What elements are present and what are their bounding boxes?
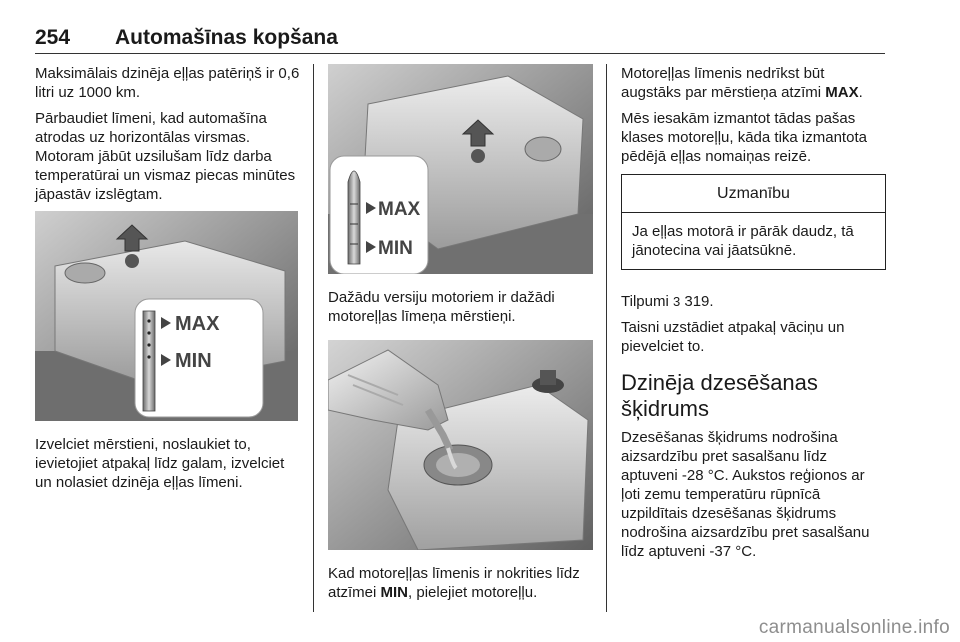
page-reference-link[interactable]: 319. (684, 293, 714, 310)
caution-text: Ja eļļas motorā ir pārāk daudz, tā jānotecina vai jāatsūknē. (632, 223, 854, 259)
oil-refill-figure (328, 340, 593, 550)
max-label: MAX (825, 84, 859, 101)
capacities-reference: Tilpumi 3 319. (621, 293, 714, 310)
max-mark-label: MAX (175, 313, 220, 335)
coolant-paragraph: Dzesēšanas šķidrums nodrošina aizsardzību pret sasalšanu līdz aptuveni -28 °C. Aukstos reģionos ar ļoti zemu temperatūru rūpnīcā uzpildītais dzesēšanas šķidrums nodrošina aizsardzību pret sasalšanu līdz aptuveni -37 °C. (621, 429, 870, 560)
min-mark-label: MIN (378, 238, 413, 259)
dipstick-instruction-paragraph: Izvelciet mērstieni, noslaukiet to, ievietojiet atpakaļ līdz galam, izvelciet un nolasiet dzinēja eļļas līmeni. (35, 436, 285, 491)
min-label: MIN (380, 584, 409, 601)
max-mark-label: MAX (378, 199, 421, 220)
column-divider-1 (313, 64, 314, 612)
caution-box (621, 174, 886, 270)
check-level-paragraph: Pārbaudiet līmeni, kad automašīna atrodas uz horizontālas virsmas. Motoram jābūt uzsilušam līdz darba temperatūrai un vismaz piecas minūtes jāpastāv izslēgtam. (35, 110, 296, 203)
header-rule (35, 53, 885, 54)
page-header (35, 26, 885, 52)
oil-refill-paragraph: Kad motoreļļas līmenis ir nokrities līdz atzīmei MIN, pielejiet motoreļļu. (328, 565, 580, 601)
column-3 (621, 64, 886, 568)
max-level-paragraph: Motoreļļas līmenis nedrīkst būt augstāks par mērstieņa atzīmi MAX. (621, 65, 863, 101)
engine-dipstick-figure-1 (35, 211, 298, 421)
page-reference-arrow-icon: 3 (672, 294, 681, 309)
dipstick-variants-caption: Dažādu versiju motoriem ir dažādi motoreļļas līmeņa mērstieņi. (328, 289, 555, 325)
section-heading: Dzinēja dzesēšanas šķidrums (621, 370, 818, 421)
min-mark-label: MIN (175, 350, 212, 372)
engine-dipstick-figure-2 (328, 64, 593, 274)
oil-consumption-paragraph: Maksimālais dzinēja eļļas patēriņš ir 0,6 litri uz 1000 km. (35, 65, 300, 101)
page-number: 254 (35, 26, 71, 49)
column-2 (328, 64, 593, 609)
running-title: Automašīnas kopšana (115, 26, 338, 49)
oil-recommendation-paragraph: Mēs iesakām izmantot tādas pašas klases motoreļļu, kāda tika izmantota pēdējā eļļas nomaiņas reizē. (621, 110, 867, 165)
column-divider-2 (606, 64, 607, 612)
cap-paragraph: Taisni uzstādiet atpakaļ vāciņu un pievelciet to. (621, 319, 845, 355)
column-1 (35, 64, 300, 499)
watermark: carmanualsonline.info (758, 617, 950, 638)
caution-title: Uzmanību (622, 175, 885, 213)
